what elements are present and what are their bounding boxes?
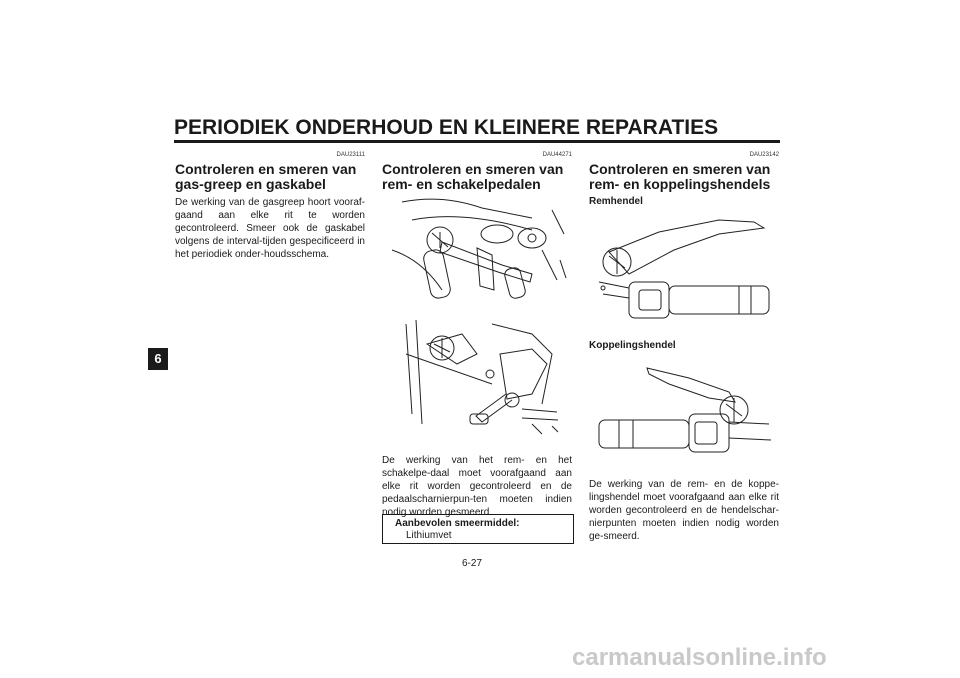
lubricant-note — [382, 514, 574, 544]
watermark: carmanualsonline.info — [572, 644, 827, 671]
section-body: De werking van de gasgreep hoort vooraf-gaand aan elke rit te worden gecontroleerd. Smeer ook de gaskabel volgens de interval-tijden gespecificeerd in het periodiek onder-houdsschema. — [175, 197, 365, 260]
section-code: DAU44271 — [542, 152, 572, 158]
clutch-lever-illustration — [589, 358, 779, 458]
column-throttle — [175, 152, 365, 261]
note-label: Aanbevolen smeermiddel: — [395, 518, 520, 529]
title-rule — [174, 140, 780, 143]
section-title: Controleren en smeren van rem- en schakelpedalen — [382, 161, 564, 192]
section-body: De werking van de rem- en de koppe-lingshendel moet voorafgaand aan elke rit worden gecontroleerd en de hendelschar-nierpunten moeten indien nodig worden ge-smeerd. — [589, 479, 779, 542]
note-value: Lithiumvet — [406, 530, 452, 541]
page-title: PERIODIEK ONDERHOUD EN KLEINERE REPARATIES — [174, 116, 719, 139]
section-title: Controleren en smeren van rem- en koppelingshendels — [589, 161, 771, 192]
section-body: De werking van het rem- en het schakelpe-daal moet voorafgaand aan elke rit worden gecontroleerd en de pedaalscharnierpun-ten moeten indien nodig worden gesmeerd. — [382, 455, 572, 518]
section-title: Controleren en smeren van gas-greep en gaskabel — [175, 161, 357, 192]
column-pedals — [382, 152, 572, 541]
brake-pedal-illustration — [382, 190, 572, 308]
page-number: 6-27 — [462, 558, 483, 569]
shift-pedal-illustration — [382, 314, 572, 436]
column-levers — [589, 152, 779, 542]
brake-lever-illustration — [589, 212, 779, 320]
chapter-tab: 6 — [148, 348, 168, 370]
brake-lever-heading: Remhendel — [589, 196, 643, 207]
section-code: DAU23111 — [336, 152, 365, 158]
clutch-lever-heading: Koppelingshendel — [589, 340, 676, 351]
section-code: DAU23142 — [749, 152, 779, 158]
